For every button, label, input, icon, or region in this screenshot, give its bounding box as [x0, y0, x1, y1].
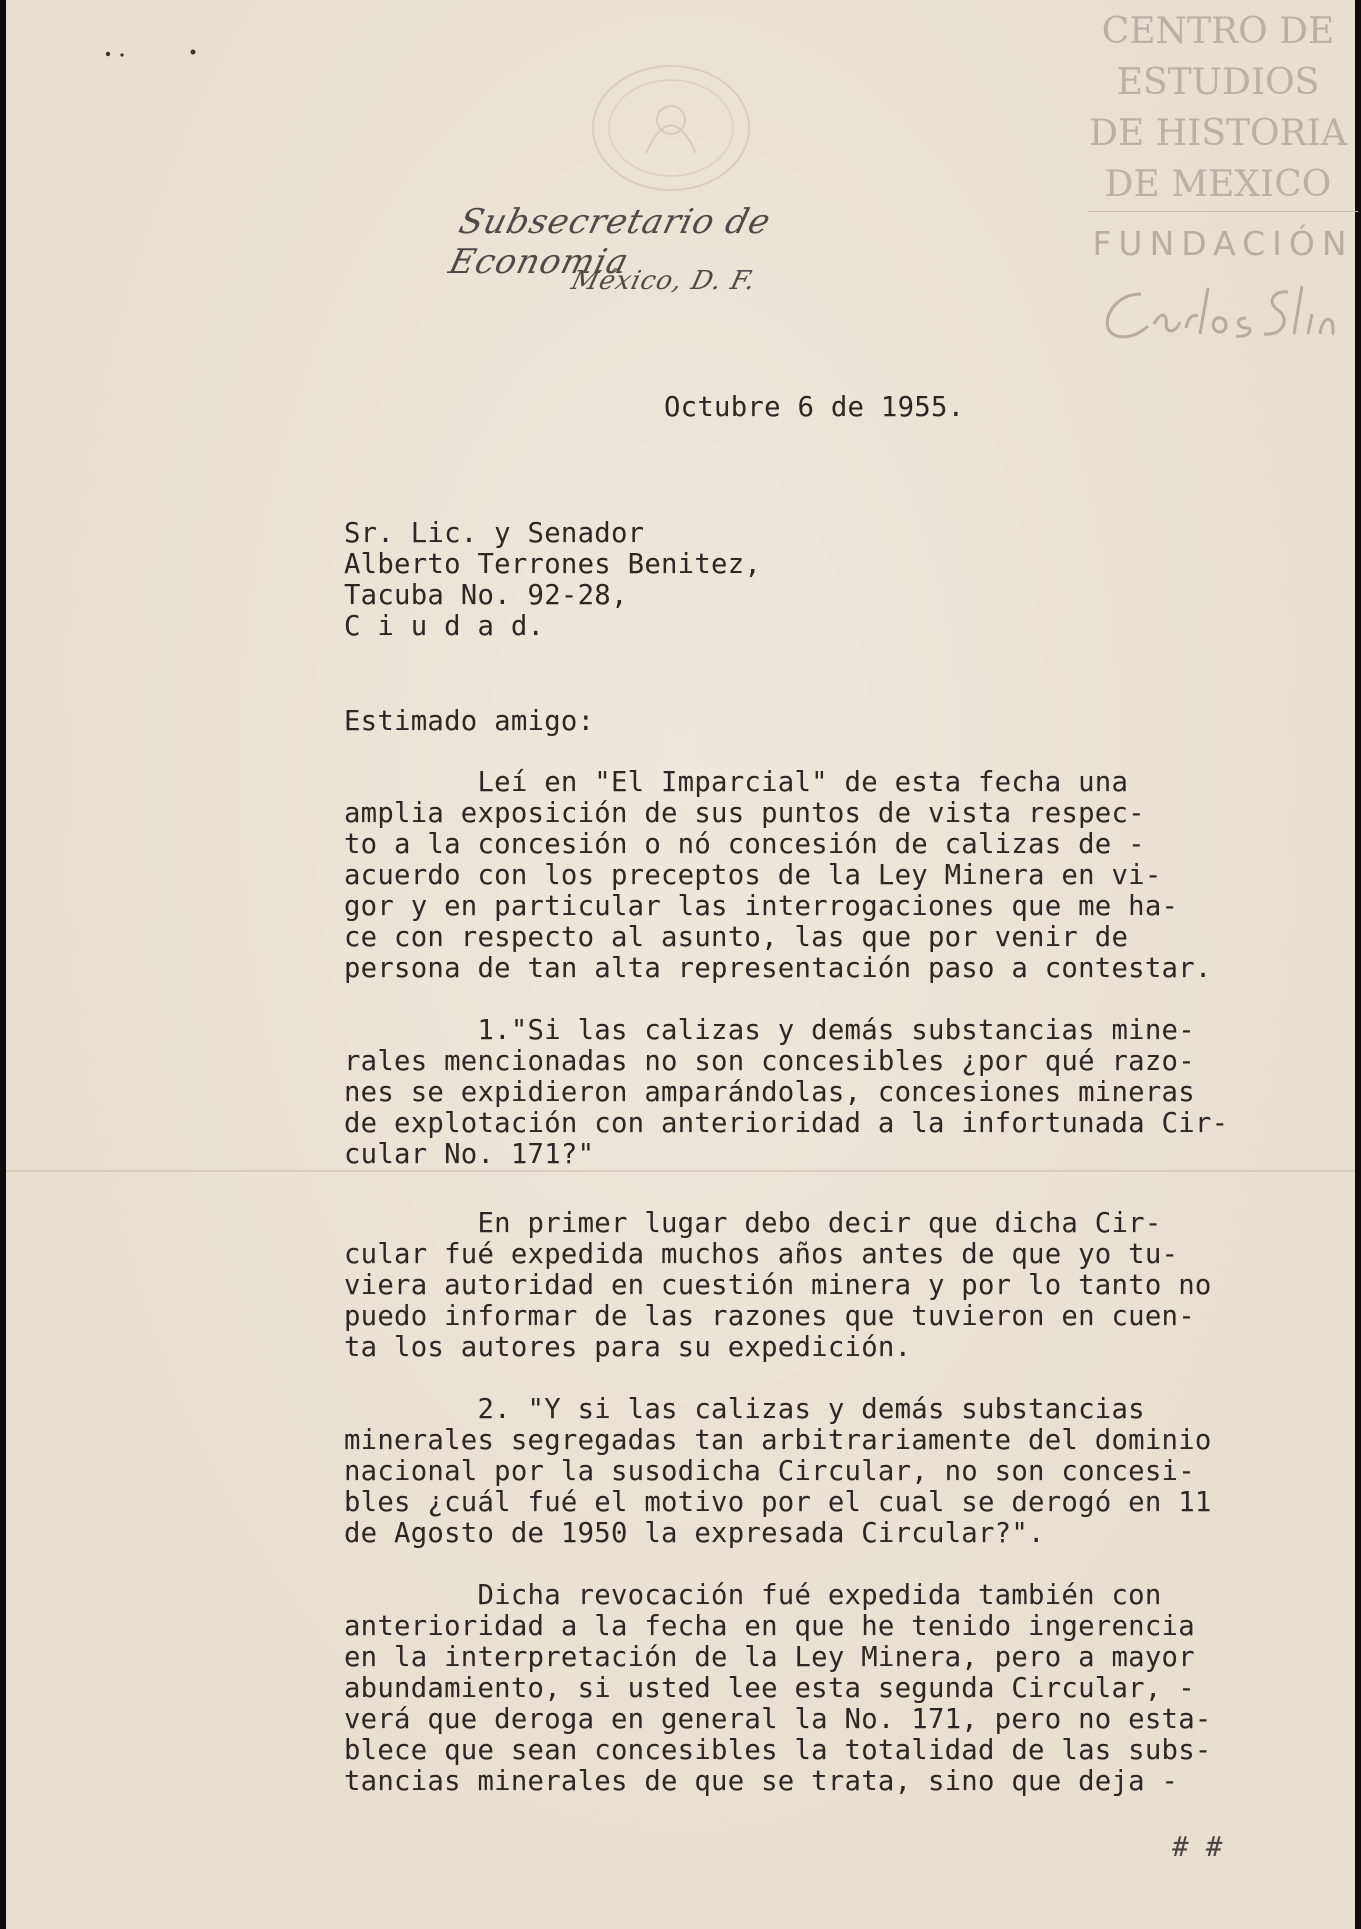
body-line: puedo informar de las razones que tuvieron en cuen- — [344, 1301, 1195, 1332]
body-line: anterioridad a la fecha en que he tenido ingerencia — [344, 1611, 1195, 1642]
recipient-line: C i u d a d. — [344, 611, 545, 642]
salutation: Estimado amigo: — [344, 706, 595, 737]
letter-date: Octubre 6 de 1955. — [664, 392, 965, 423]
watermark-line-4: DE MEXICO — [1104, 164, 1332, 205]
body-line: to a la concesión o nó concesión de calizas de - — [344, 829, 1145, 860]
body-line: verá que deroga en general la No. 171, pero no esta- — [344, 1704, 1212, 1735]
body-line: amplia exposición de sus puntos de vista respec- — [344, 798, 1145, 829]
body-line: de Agosto de 1950 la expresada Circular?". — [344, 1518, 1045, 1549]
body-line: 1."Si las calizas y demás substancias mine- — [344, 1015, 1195, 1046]
body-line: En primer lugar debo decir que dicha Cir- — [344, 1208, 1162, 1239]
recipient-line: Alberto Terrones Benitez, — [344, 549, 762, 580]
recipient-line: Sr. Lic. y Senador — [344, 518, 645, 549]
body-line: persona de tan alta representación paso a contestar. — [344, 953, 1212, 984]
body-line: de explotación con anterioridad a la infortunada Cir- — [344, 1108, 1229, 1139]
body-line: tancias minerales de que se trata, sino que deja - — [344, 1766, 1179, 1797]
body-line: blece que sean concesibles la totalidad de las subs- — [344, 1735, 1212, 1766]
body-line: acuerdo con los preceptos de la Ley Minera en vi- — [344, 860, 1162, 891]
body-line: cular No. 171?" — [344, 1139, 595, 1170]
body-line: en la interpretación de la Ley Minera, pero a mayor — [344, 1642, 1195, 1673]
body-line: 2. "Y si las calizas y demás substancias — [344, 1394, 1145, 1425]
body-line: bles ¿cuál fué el motivo por el cual se derogó en 11 — [344, 1487, 1212, 1518]
watermark-foundation: FUNDACIÓN — [1092, 224, 1354, 263]
body-line: abundamiento, si usted lee esta segunda Circular, - — [344, 1673, 1195, 1704]
letterhead-title: Subsecretario de Economia — [445, 202, 776, 282]
continuation-mark: # # — [1172, 1830, 1223, 1863]
body-line: viera autoridad en cuestión minera y por lo tanto no — [344, 1270, 1212, 1301]
body-line: rales mencionadas no son concesibles ¿por qué razo- — [344, 1046, 1195, 1077]
letterhead-city: México, D. F. — [568, 266, 760, 296]
body-line: ce con respecto al asunto, las que por venir de — [344, 922, 1129, 953]
body-line: gor y en particular las interrogaciones que me ha- — [344, 891, 1179, 922]
body-line: minerales segregadas tan arbitrariamente del dominio — [344, 1425, 1212, 1456]
watermark-line-1: CENTRO DE — [1101, 11, 1335, 52]
body-line: ta los autores para su expedición. — [344, 1332, 912, 1363]
watermark-line-3: DE HISTORIA — [1089, 113, 1347, 154]
body-line: cular fué expedida muchos años antes de que yo tu- — [344, 1239, 1179, 1270]
watermark-line-2: ESTUDIOS — [1116, 62, 1320, 103]
body-line: Dicha revocación fué expedida también con — [344, 1580, 1162, 1611]
body-line: nes se expidieron amparándolas, concesiones mineras — [344, 1077, 1195, 1108]
body-line: nacional por la susodicha Circular, no son concesi- — [344, 1456, 1195, 1487]
recipient-line: Tacuba No. 92-28, — [344, 580, 628, 611]
body-line: Leí en "El Imparcial" de esta fecha una — [344, 767, 1129, 798]
